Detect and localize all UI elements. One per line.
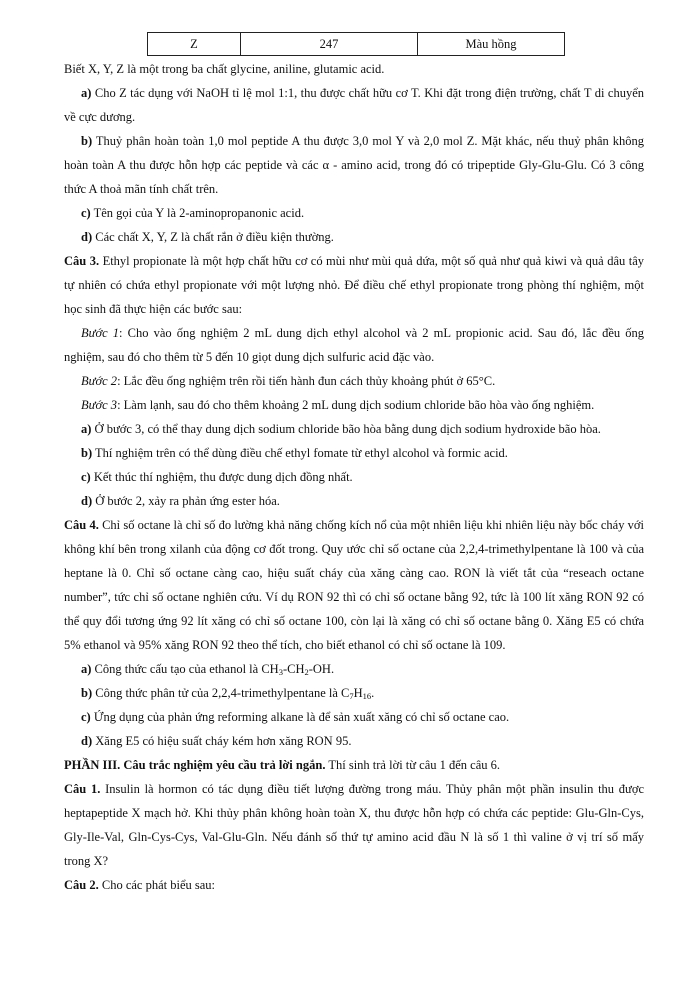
option-label: b) — [81, 134, 93, 148]
step-label: Bước 1 — [81, 326, 120, 340]
option-text: Cho Z tác dụng với NaOH tỉ lệ mol 1:1, thu được chất hữu cơ T. Khi đặt trong điện trường, chất T di chuyển về cực dương. — [64, 86, 644, 124]
question-label: Câu 2. — [64, 878, 99, 892]
data-table — [147, 32, 565, 56]
question-label: Câu 4. — [64, 518, 99, 532]
subscript: 16 — [362, 691, 372, 701]
option-text: Ứng dụng của phản ứng reforming alkane là để sản xuất xăng có chỉ số octane cao. — [93, 710, 510, 724]
step-text: : Lắc đều ống nghiệm trên rồi tiến hành đun cách thủy khoảng phút ở 65°C. — [117, 374, 496, 388]
option-label: c) — [81, 710, 91, 724]
option-label: d) — [81, 494, 93, 508]
option-label: d) — [81, 734, 93, 748]
q2-option-b — [64, 129, 644, 201]
option-text: Ở bước 3, có thể thay dung dịch sodium chloride bão hòa bằng dung dịch sodium hydroxide bão hòa. — [94, 422, 601, 436]
question-text: Chỉ số octane là chỉ số đo lường khả năng chống kích nổ của một nhiên liệu khi nhiên liệu này bốc cháy với không khí bên trong xilanh của động cơ đốt trong. Quy ước chỉ số octane của 2,2,4-trimethylpentane là 100 và của heptane là 0. Chỉ số octane càng cao, hiệu suất cháy của xăng càng cao. RON là viết tắt của “reseach octane number”, tức chỉ số octane nghiên cứu. Ví dụ RON 92 thì có chỉ số octane bằng 92, tức là 100 lít xăng RON 92 có thể quy đổi tương ứng 92 lít xăng có chỉ số octane 100, còn lại là xăng có chỉ số octane bằng 0. Xăng E5 có chứa 5% ethanol và 95% xăng RON 92 theo thể tích, cho biết ethanol có chỉ số octane là 109. — [64, 518, 645, 652]
table-cell-substance: Z — [148, 33, 241, 56]
subscript: 2 — [304, 667, 309, 677]
option-text: Kết thúc thí nghiệm, thu được dung dịch đồng nhất. — [93, 470, 353, 484]
q2-option-d — [64, 225, 644, 249]
q3-step-3 — [64, 393, 644, 417]
question-text: Cho các phát biểu sau: — [101, 878, 216, 892]
part3-question-1 — [64, 777, 644, 873]
option-text: Ở bước 2, xảy ra phản ứng ester hóa. — [95, 494, 280, 508]
step-text: : Cho vào ống nghiệm 2 mL dung dịch ethyl alcohol và 2 mL propionic acid. Sau đó, lắc đều ống nghiệm, sau đó cho thêm từ 5 đến 10 giọt dung dịch sulfuric acid đặc vào. — [64, 326, 644, 364]
option-text: Công thức phân tử của 2,2,4-trimethylpentane là C — [95, 686, 350, 700]
option-text: H — [353, 686, 363, 700]
question-text: Ethyl propionate là một hợp chất hữu cơ có mùi như mùi quả dứa, một số quả như quả kiwi và quả dâu tây tự nhiên có chứa ethyl propionate với một lượng nhỏ. Để điều chế ethyl propionate trong phòng thí nghiệm, một học sinh đã thực hiện các bước sau: — [64, 254, 644, 316]
option-text: . — [371, 686, 375, 700]
intro-text: Biết X, Y, Z là một trong ba chất glycine, aniline, glutamic acid. — [64, 62, 385, 76]
table-cell-color: Màu hồng — [418, 33, 565, 56]
option-text: -OH. — [308, 662, 335, 676]
option-label: a) — [81, 662, 92, 676]
q4-option-a — [64, 657, 644, 681]
option-label: b) — [81, 686, 93, 700]
option-text: Các chất X, Y, Z là chất rắn ở điều kiện thường. — [95, 230, 334, 244]
q3-option-d — [64, 489, 644, 513]
option-text: Xăng E5 có hiệu suất cháy kém hơn xăng RON 95. — [95, 734, 352, 748]
question-3 — [64, 249, 644, 321]
q3-step-2 — [64, 369, 644, 393]
q2-option-c — [64, 201, 644, 225]
option-label: b) — [81, 446, 93, 460]
option-text: Công thức cấu tạo của ethanol là CH — [94, 662, 279, 676]
document-body — [64, 57, 644, 897]
section-title: PHẦN III. Câu trắc nghiệm yêu cầu trả lời ngắn. — [64, 758, 326, 772]
question-label: Câu 1. — [64, 782, 101, 796]
option-text: Tên gọi của Y là 2-aminopropanonic acid. — [93, 206, 305, 220]
option-text: -CH — [282, 662, 305, 676]
question-label: Câu 3. — [64, 254, 100, 268]
q4-option-c — [64, 705, 644, 729]
option-label: a) — [81, 86, 92, 100]
option-label: a) — [81, 422, 92, 436]
subscript: 7 — [349, 691, 354, 701]
q4-option-b — [64, 681, 644, 705]
question-4 — [64, 513, 644, 657]
q4-option-d — [64, 729, 644, 753]
option-label: c) — [81, 470, 91, 484]
step-label: Bước 2 — [81, 374, 118, 388]
question-text: Insulin là hormon có tác dụng điều tiết lượng đường trong máu. Thủy phân một phần insulin thu được heptapeptide X mạch hở. Khi thủy phân không hoàn toàn X, thu được hỗn hợp có chứa các peptide: Glu-Gln-Cys, Gly-Ile-Val, Gln-Cys-Cys, Val-Glu-Gln. Nếu đánh số thứ tự amino acid đầu N là số 1 thì valine ở vị trí số mấy trong X? — [64, 782, 644, 868]
option-label: d) — [81, 230, 93, 244]
subscript: 3 — [278, 667, 283, 677]
q3-step-1 — [64, 321, 644, 369]
step-text: : Làm lạnh, sau đó cho thêm khoảng 2 mL dung dịch sodium chloride bão hòa vào ống nghiệm. — [117, 398, 595, 412]
step-label: Bước 3 — [81, 398, 118, 412]
q3-option-c — [64, 465, 644, 489]
option-text: Thí nghiệm trên có thể dùng điều chế ethyl fomate từ ethyl alcohol và formic acid. — [95, 446, 508, 460]
option-label: c) — [81, 206, 91, 220]
option-text: Thuỷ phân hoàn toàn 1,0 mol peptide A thu được 3,0 mol Y và 2,0 mol Z. Mặt khác, nếu thuỷ phân không hoàn toàn A thu được hỗn hợp các peptide và các α - amino acid, trong đó có tripeptide Gly-Glu-Glu. Có 3 công thức A thoả mãn tính chất trên. — [64, 134, 644, 196]
section-note: Thí sinh trả lời từ câu 1 đến câu 6. — [325, 758, 501, 772]
part-3-heading — [64, 753, 644, 777]
table-cell-value: 247 — [241, 33, 418, 56]
table-row — [148, 33, 565, 56]
part3-question-2 — [64, 873, 644, 897]
q2-option-a — [64, 81, 644, 129]
q3-option-b — [64, 441, 644, 465]
q3-option-a — [64, 417, 644, 441]
